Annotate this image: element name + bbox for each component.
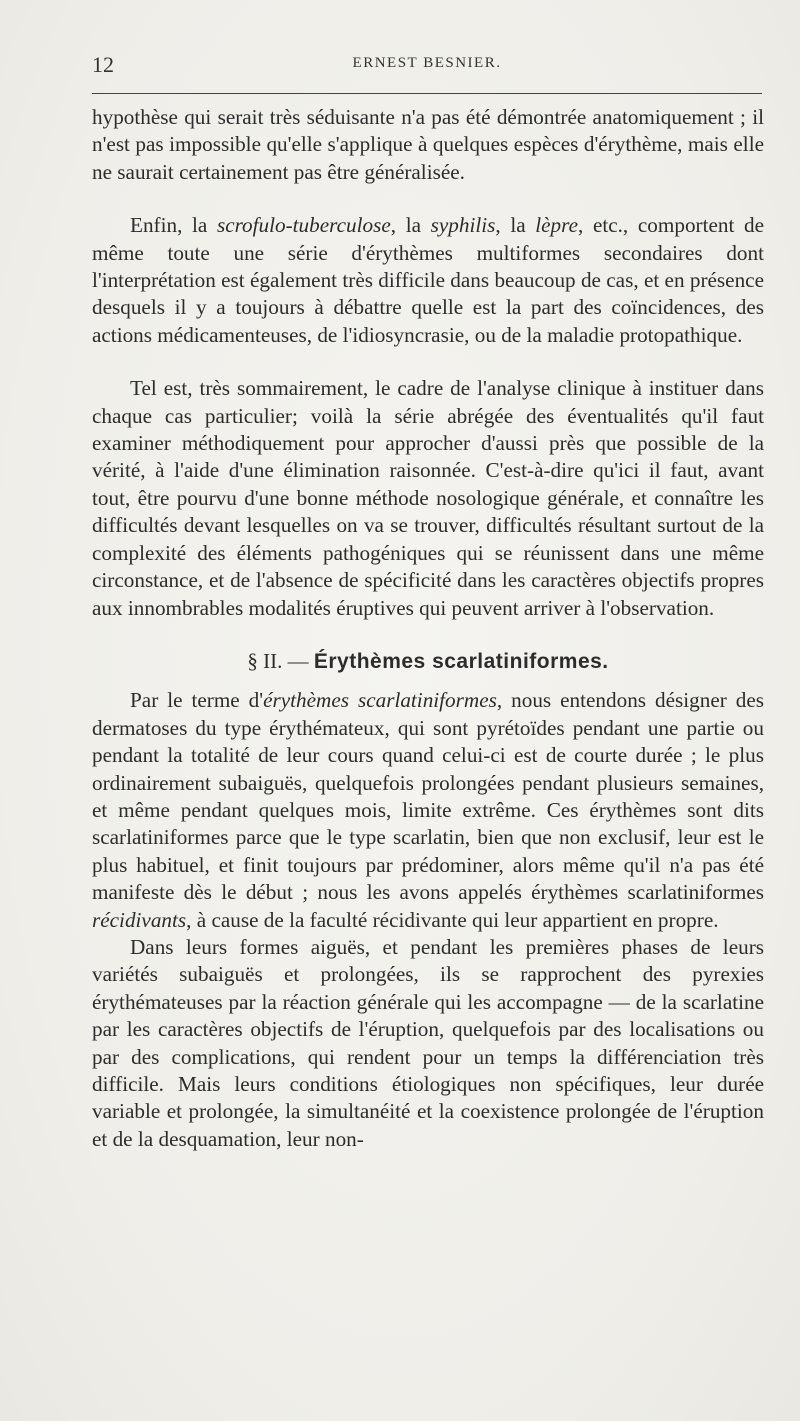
header-rule: [92, 93, 762, 94]
paragraph-5-text: Dans leurs formes aiguës, et pendant les premières phases de leurs variétés subaiguës et prolongées, ils se rapprochent des pyrexies érythémateuses par la réaction générale qui les accompagne — de la scarlatine par les caractères objectifs de l'éruption, quelquefois par des localisations ou par des complications, qui rendent pour un temps la différenciation très difficile. Mais leurs conditions étiologiques non spécifiques, leur durée variable et prolongée, la simultanéité et la coexistence prolongée de l'éruption et de la desquamation, leur non-: [92, 934, 764, 1151]
section-title: Érythèmes scarlatiniformes.: [313, 649, 609, 673]
paragraph-5: [92, 934, 764, 1153]
paragraph-4: [92, 687, 764, 934]
paragraph-2-sep-1: , la: [390, 213, 431, 238]
term-syphilis: syphilis: [430, 213, 496, 238]
paragraph-2-sep-2: , la: [495, 213, 536, 238]
running-head: ERNEST BESNIER.: [352, 55, 502, 71]
page-header: [92, 52, 762, 82]
section-number: § II. —: [247, 648, 314, 673]
paragraph-4-end: , à cause de la faculté récidivante qui leur appartient en propre.: [186, 907, 719, 932]
page-number: 12: [92, 52, 114, 77]
paragraph-4-middle: , nous entendons désigner des dermatoses du type érythémateux, qui sont pyrétoïdes pendant une partie ou pendant la totalité de leur cours quand celui-ci est de courte durée ; le plus ordinairement subaiguës, quelquefois prolongées pendant plusieurs semaines, et même pendant quelques mois, limite extrême. Ces érythèmes sont dits scarlatiniformes parce que le type scarlatin, bien que non exclusif, leur est le plus habituel, et finit toujours par prédominer, alors même qu'il n'a pas été manifeste dès le début ; nous les avons appelés érythèmes scarlatiniformes: [92, 688, 764, 905]
paragraph-3: [92, 375, 764, 622]
term-erythemes-scarlatiniformes: érythèmes scarlatiniformes: [263, 688, 497, 713]
paragraph-2-start: Enfin, la: [130, 213, 217, 238]
paragraph-2-end: , etc., comportent de même toute une série d'érythèmes multiformes secondaires dont l'interprétation est également très difficile dans beaucoup de cas, et en présence desquels il y a toujours à débattre quelle est la part des coïncidences, des actions médicamenteuses, de l'idiosyncrasie, ou de la maladie protopathique.: [92, 213, 764, 347]
term-lepre: lèpre: [535, 213, 578, 238]
paragraph-1: [92, 104, 764, 186]
paragraph-4-start: Par le terme d': [130, 688, 264, 713]
term-recidivants: récidivants: [92, 907, 187, 932]
paragraph-1-text: hypothèse qui serait très séduisante n'a pas été démontrée anatomiquement ; il n'est pas impossible qu'elle s'applique à quelques espèces d'érythème, mais elle ne saurait certainement pas être généralisée.: [92, 105, 764, 184]
body-text: [92, 104, 764, 1153]
section-heading: [92, 648, 764, 675]
term-scrofulo-tuberculose: scrofulo-tuberculose: [216, 213, 391, 238]
paragraph-3-text: Tel est, très sommairement, le cadre de l'analyse clinique à instituer dans chaque cas particulier; voilà la série abrégée des éventualités qu'il faut examiner méthodiquement pour approcher d'aussi près que possible de la vérité, à l'aide d'une élimination raisonnée. C'est-à-dire qu'ici il faut, avant tout, être pourvu d'une bonne méthode nosologique générale, et connaître les difficultés devant lesquelles on va se trouver, difficultés résultant surtout de la complexité des éléments pathogéniques qui se réunissent dans une même circonstance, et de l'absence de spécificité dans les caractères objectifs propres aux innombrables modalités éruptives qui peuvent arriver à l'observation.: [92, 376, 764, 620]
paragraph-2: [92, 212, 764, 349]
